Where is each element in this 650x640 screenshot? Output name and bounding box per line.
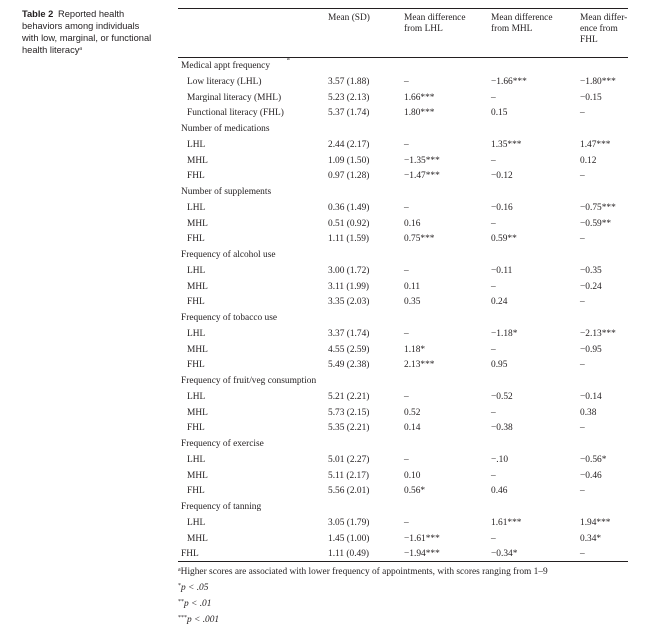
- row-label: LHL: [187, 202, 206, 213]
- cell-diff-mhl: –: [491, 344, 496, 355]
- cell-diff-mhl: –: [491, 92, 496, 103]
- cell-diff-mhl: 0.95: [491, 360, 508, 371]
- cell-mean: 3.11 (1.99): [328, 281, 370, 292]
- cell-diff-fhl: –: [580, 171, 585, 182]
- row-label: MHL: [187, 533, 208, 544]
- cell-diff-fhl: 0.38: [580, 407, 597, 418]
- cell-diff-fhl: −0.14: [580, 391, 602, 402]
- row-label: LHL: [187, 454, 206, 465]
- cell-diff-mhl: 1.35***: [491, 139, 522, 150]
- row-label: MHL: [187, 281, 208, 292]
- cell-diff-mhl: –: [491, 218, 496, 229]
- row-label: FHL: [187, 360, 205, 371]
- header-rule: [178, 57, 628, 58]
- row-label: Low literacy (LHL): [187, 76, 262, 87]
- cell-mean: 5.01 (2.27): [328, 454, 370, 465]
- cell-diff-mhl: –: [491, 281, 496, 292]
- cell-diff-fhl: −0.56*: [580, 454, 607, 465]
- row-label: Functional literacy (FHL): [187, 108, 284, 119]
- table-row: [178, 469, 628, 484]
- cell-diff-fhl: –: [580, 360, 585, 371]
- cell-diff-lhl: 1.80***: [404, 108, 435, 119]
- cell-diff-lhl: –: [404, 454, 409, 465]
- row-label: LHL: [187, 265, 206, 276]
- row-label: FHL: [187, 234, 205, 245]
- cell-mean: 3.37 (1.74): [328, 328, 370, 339]
- table-caption: [22, 9, 157, 57]
- cell-diff-fhl: –: [580, 297, 585, 308]
- cell-diff-lhl: –: [404, 391, 409, 402]
- table-row: [178, 91, 628, 106]
- table-row: [178, 232, 628, 247]
- cell-diff-mhl: −0.12: [491, 171, 513, 182]
- cell-diff-mhl: –: [491, 533, 496, 544]
- table-row: [178, 169, 628, 184]
- row-label: MHL: [187, 155, 208, 166]
- cell-diff-fhl: –: [580, 423, 585, 434]
- footnote-p05: *p < .05: [178, 583, 209, 593]
- cell-mean: 0.97 (1.28): [328, 171, 370, 182]
- row-label: Frequency of tobacco use: [181, 313, 278, 323]
- table-title: Reported health behaviors among individuals with low, marginal, or functional health literacy: [22, 9, 152, 55]
- table-row: [178, 264, 628, 279]
- row-label: FHL: [187, 486, 205, 497]
- cell-diff-mhl: –: [491, 470, 496, 481]
- cell-mean: 3.05 (1.79): [328, 517, 370, 528]
- cell-mean: 4.55 (2.59): [328, 344, 370, 355]
- table-row: [178, 484, 628, 499]
- table-row: [178, 453, 628, 468]
- cell-diff-mhl: –: [491, 155, 496, 166]
- cell-diff-lhl: 0.52: [404, 407, 421, 418]
- cell-diff-lhl: –: [404, 517, 409, 528]
- section-row: [178, 185, 628, 200]
- row-label: MHL: [187, 470, 208, 481]
- row-label: Frequency of tanning: [181, 502, 262, 512]
- cell-diff-fhl: 0.12: [580, 155, 597, 166]
- row-label: FHL: [187, 171, 205, 182]
- footnote-p001: ***p < .001: [178, 615, 220, 625]
- cell-diff-lhl: –: [404, 76, 409, 87]
- row-label: LHL: [187, 391, 206, 402]
- table-row: [178, 138, 628, 153]
- cell-mean: 2.44 (2.17): [328, 139, 370, 150]
- cell-mean: 5.56 (2.01): [328, 486, 370, 497]
- cell-mean: 5.49 (2.38): [328, 360, 370, 371]
- row-label: MHL: [187, 218, 208, 229]
- header-diff-fhl: Mean differ- ence from FHL: [580, 13, 628, 45]
- row-label: LHL: [187, 328, 206, 339]
- cell-diff-lhl: 1.66***: [404, 92, 435, 103]
- table-row: [178, 295, 628, 310]
- row-label: LHL: [187, 139, 206, 150]
- top-rule: [178, 8, 628, 9]
- footnote-a: $^a$Higher scores are associated with lower frequency of appointments, with scores ranging from 1–9: [178, 567, 548, 577]
- cell-mean: 3.57 (1.88): [328, 76, 370, 87]
- table-row: [178, 106, 628, 121]
- cell-diff-fhl: −0.75***: [580, 202, 616, 213]
- footnote-p01: **p < .01: [178, 599, 212, 609]
- cell-mean: 5.21 (2.21): [328, 391, 370, 402]
- header-diff-lhl: Mean difference from LHL: [404, 13, 466, 34]
- cell-diff-mhl: 0.15: [491, 108, 508, 119]
- cell-diff-lhl: −1.35***: [404, 155, 440, 166]
- cell-diff-fhl: 1.94***: [580, 517, 611, 528]
- cell-diff-fhl: −0.59**: [580, 218, 612, 229]
- cell-diff-lhl: –: [404, 328, 409, 339]
- header-mean: Mean (SD): [328, 13, 370, 23]
- cell-diff-fhl: –: [580, 234, 585, 245]
- table-row: [178, 547, 628, 562]
- cell-diff-lhl: 0.75***: [404, 234, 435, 245]
- table-row: [178, 327, 628, 342]
- cell-mean: 5.23 (2.13): [328, 92, 370, 103]
- cell-diff-fhl: –: [580, 108, 585, 119]
- cell-diff-lhl: 0.56*: [404, 486, 426, 497]
- row-label: Frequency of alcohol use: [181, 250, 276, 260]
- section-row: [178, 248, 628, 263]
- cell-diff-lhl: 0.14: [404, 423, 421, 434]
- cell-mean: 5.35 (2.21): [328, 423, 370, 434]
- cell-diff-mhl: −0.11: [491, 265, 513, 276]
- section-row: [178, 311, 628, 326]
- table-row: [178, 406, 628, 421]
- row-label: MHL: [187, 344, 208, 355]
- cell-diff-mhl: 0.46: [491, 486, 508, 497]
- row-label: Number of medications: [181, 124, 270, 134]
- section-row: [178, 437, 628, 452]
- section-row: Medical appt frequency a: [178, 59, 628, 74]
- table-row: [178, 217, 628, 232]
- cell-diff-mhl: −0.38: [491, 423, 513, 434]
- row-label: MHL: [187, 407, 208, 418]
- row-label: FHL: [187, 297, 205, 308]
- section-row: [178, 122, 628, 137]
- cell-mean: 0.36 (1.49): [328, 202, 370, 213]
- row-label: FHL: [181, 549, 199, 560]
- cell-diff-fhl: −0.24: [580, 281, 602, 292]
- cell-mean: 5.73 (2.15): [328, 407, 370, 418]
- cell-diff-mhl: 1.61***: [491, 517, 522, 528]
- cell-mean: 3.00 (1.72): [328, 265, 370, 276]
- row-label: Frequency of exercise: [181, 439, 264, 449]
- section-row: [178, 374, 628, 389]
- cell-diff-fhl: −2.13***: [580, 328, 616, 339]
- table-row: [178, 516, 628, 531]
- table-row: [178, 154, 628, 169]
- cell-diff-mhl: −1.18*: [491, 328, 518, 339]
- cell-diff-lhl: −1.94***: [404, 549, 440, 560]
- cell-mean: 1.09 (1.50): [328, 155, 370, 166]
- cell-mean: 5.37 (1.74): [328, 108, 370, 119]
- caption-footnote-marker: a: [79, 46, 83, 52]
- row-label: FHL: [187, 423, 205, 434]
- table-row: [178, 75, 628, 90]
- section-row: [178, 500, 628, 515]
- cell-diff-fhl: −0.95: [580, 344, 602, 355]
- cell-diff-fhl: −0.46: [580, 470, 602, 481]
- cell-diff-lhl: 0.35: [404, 297, 421, 308]
- row-label: Number of supplements: [181, 187, 272, 197]
- cell-mean: 1.45 (1.00): [328, 533, 370, 544]
- cell-diff-lhl: −1.61***: [404, 533, 440, 544]
- cell-diff-mhl: −0.16: [491, 202, 513, 213]
- cell-diff-mhl: 0.24: [491, 297, 508, 308]
- cell-diff-mhl: −.10: [491, 454, 509, 465]
- cell-diff-fhl: −1.80***: [580, 76, 616, 87]
- cell-diff-fhl: −0.35: [580, 265, 602, 276]
- cell-mean: 1.11 (0.49): [328, 549, 370, 560]
- cell-diff-mhl: −1.66***: [491, 76, 527, 87]
- cell-diff-fhl: 1.47***: [580, 139, 611, 150]
- cell-diff-lhl: 1.18*: [404, 344, 426, 355]
- cell-diff-lhl: –: [404, 202, 409, 213]
- bottom-rule: [178, 561, 628, 562]
- row-label: Frequency of fruit/veg consumption: [181, 376, 317, 386]
- table-row: [178, 390, 628, 405]
- cell-mean: 5.11 (2.17): [328, 470, 370, 481]
- row-label: LHL: [187, 517, 206, 528]
- cell-diff-fhl: –: [580, 486, 585, 497]
- cell-diff-mhl: −0.34*: [491, 549, 518, 560]
- table-row: [178, 358, 628, 373]
- cell-diff-mhl: 0.59**: [491, 234, 517, 245]
- cell-diff-mhl: −0.52: [491, 391, 513, 402]
- row-label: Marginal literacy (MHL): [187, 92, 282, 103]
- table-row: [178, 201, 628, 216]
- cell-mean: 1.11 (1.59): [328, 234, 370, 245]
- cell-diff-lhl: –: [404, 139, 409, 150]
- cell-diff-lhl: –: [404, 265, 409, 276]
- cell-diff-lhl: −1.47***: [404, 171, 440, 182]
- table-row: [178, 532, 628, 547]
- cell-diff-lhl: 0.11: [404, 281, 421, 292]
- cell-diff-fhl: 0.34*: [580, 533, 602, 544]
- cell-diff-lhl: 0.16: [404, 218, 421, 229]
- cell-diff-fhl: −0.15: [580, 92, 602, 103]
- table-label: Table 2: [22, 9, 54, 19]
- cell-diff-lhl: 0.10: [404, 470, 421, 481]
- cell-mean: 3.35 (2.03): [328, 297, 370, 308]
- cell-mean: 0.51 (0.92): [328, 218, 370, 229]
- table-row: [178, 421, 628, 436]
- cell-diff-fhl: –: [580, 549, 585, 560]
- header-diff-mhl: Mean difference from MHL: [491, 13, 553, 34]
- table-row: [178, 343, 628, 358]
- row-label: Medical appt frequency: [181, 61, 271, 71]
- table-row: [178, 280, 628, 295]
- cell-diff-mhl: –: [491, 407, 496, 418]
- cell-diff-lhl: 2.13***: [404, 360, 435, 371]
